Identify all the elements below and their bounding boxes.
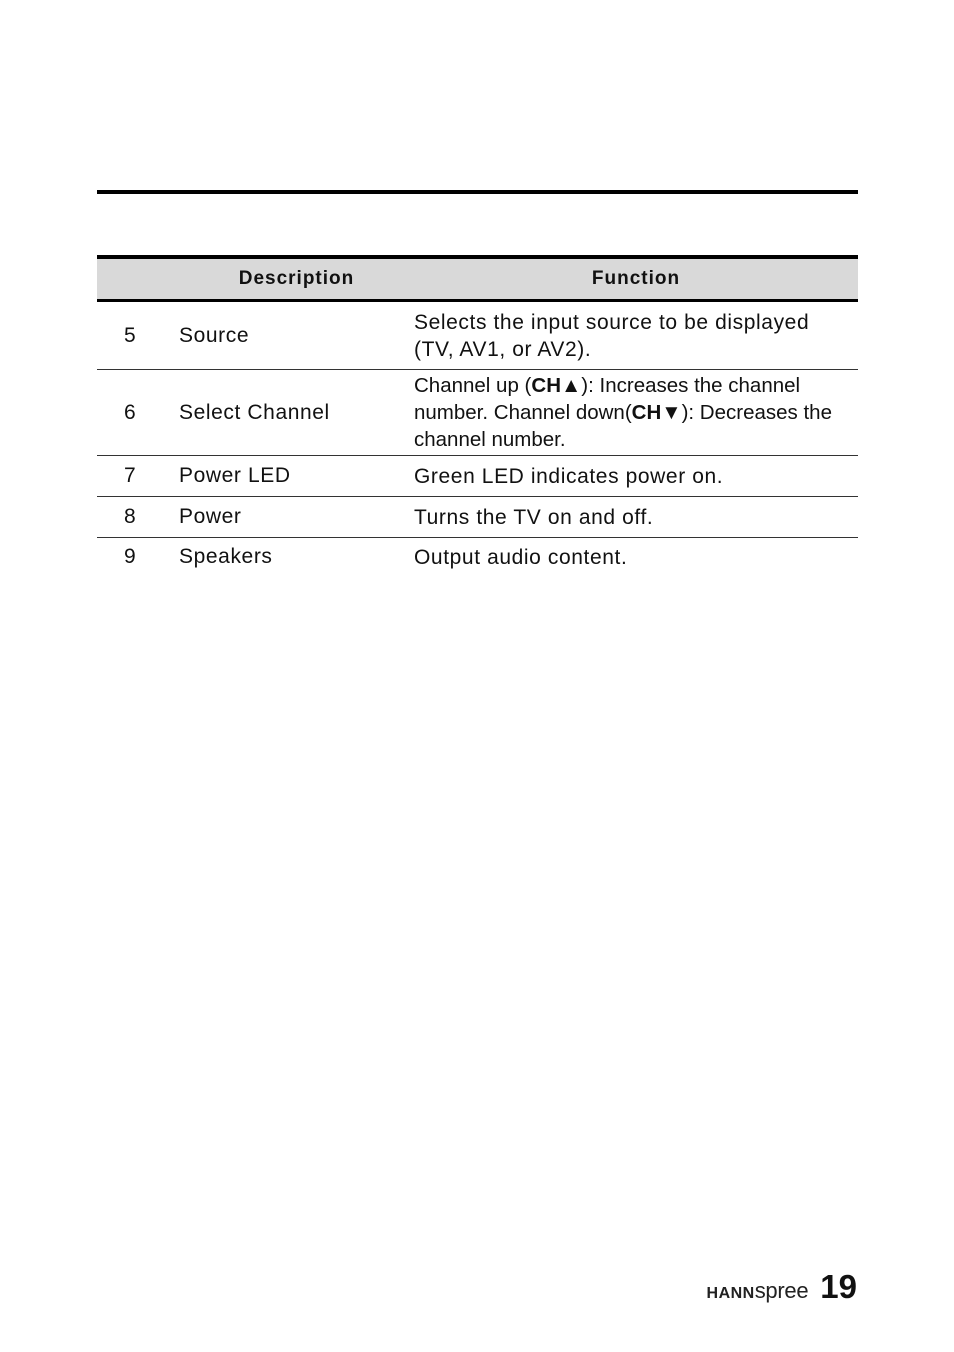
row-number: 8 (97, 497, 179, 538)
row-description: Source (179, 301, 414, 370)
spec-table (97, 255, 858, 576)
function-text: Channel up ( (414, 374, 532, 397)
brand-logo-strong: HANN (706, 1285, 755, 1302)
row-number: 5 (97, 301, 179, 370)
row-number: 9 (124, 545, 137, 568)
row-function: Output audio content. (414, 545, 628, 569)
table-row (97, 370, 858, 456)
header-description: Description (179, 257, 414, 301)
channel-up-label: CH▲ (531, 374, 582, 397)
function-text: ): Decreases the channel number. (414, 401, 832, 451)
function-text: ): Increases the channel number. Channel down( (414, 374, 801, 424)
table-row (97, 301, 858, 370)
row-description: Select Channel (179, 370, 414, 456)
table-row (97, 538, 858, 577)
row-function: Selects the input source to be displayed (TV, AV1, or AV2). (414, 301, 858, 370)
row-number: 7 (97, 456, 179, 497)
row-description: Power LED (179, 456, 414, 497)
table-row (97, 497, 858, 538)
top-rule (97, 190, 858, 194)
page-footer (707, 1268, 857, 1312)
brand-logo-light: spree (754, 1278, 809, 1303)
header-number (97, 257, 179, 301)
row-description: Speakers (179, 545, 273, 568)
row-number: 6 (97, 370, 179, 456)
row-description: Power (179, 497, 414, 538)
header-function: Function (414, 257, 858, 301)
brand-logo (707, 1278, 809, 1304)
row-function: Green LED indicates power on. (414, 456, 858, 497)
table-header (97, 257, 858, 301)
table-row (97, 456, 858, 497)
row-function (414, 370, 858, 456)
channel-down-label: CH▼ (631, 401, 682, 424)
page-number: 19 (820, 1268, 857, 1305)
row-function: Turns the TV on and off. (414, 497, 858, 538)
